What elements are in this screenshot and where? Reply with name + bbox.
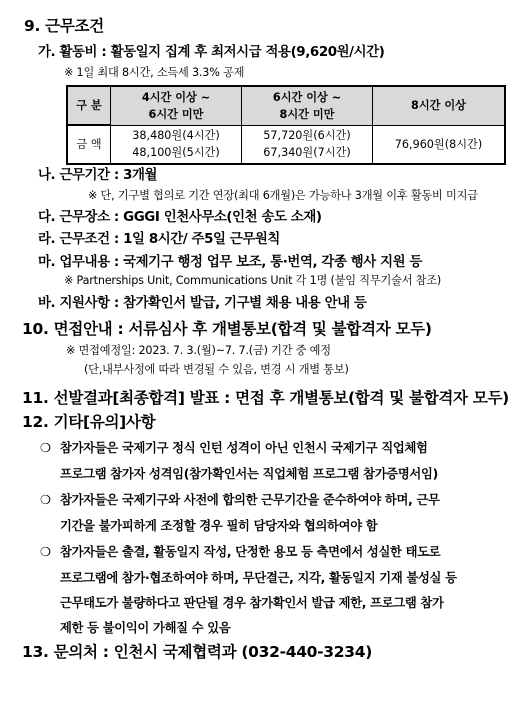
section-9-title: 9. 근무조건 (24, 17, 104, 35)
cell-col1-line1: 38,480원(4시간) (132, 129, 220, 143)
pay-table-header-label: 구 분 (67, 86, 111, 125)
pay-table-header-col2 (242, 86, 373, 125)
note-interview-change: (단,내부사정에 따라 변경될 수 있음, 변경 시 개별 통보) (84, 363, 349, 376)
section-10-title: 10. 면접안내 : 서류심사 후 개별통보(합격 및 불합격자 모두) (22, 320, 432, 338)
header-col2-line1: 6시간 이상 ~ (272, 90, 342, 104)
notice-1-line2: 프로그램 참가자 성격임(참가확인서는 직업체험 프로그램 참가증명서임) (60, 467, 438, 481)
section-11-title: 11. 선발결과[최종합격] 발표 : 면접 후 개별통보(합격 및 불합격자 모두) (22, 389, 509, 407)
item-ba-support: 바. 지원사항 : 참가확인서 발급, 기구별 채용 내용 안내 등 (38, 296, 367, 311)
notice-item-2 (40, 490, 440, 508)
notice-1-line1: 참가자들은 국제기구 정식 인턴 성격이 아닌 인천시 국제기구 직업체험 (60, 441, 428, 455)
notice-item-1 (40, 438, 428, 456)
notice-3-line1: 참가자들은 출결, 활동일지 작성, 단정한 용모 등 측면에서 성실한 태도로 (60, 545, 441, 559)
pay-table-cell-col1 (111, 125, 242, 164)
header-col1-line2: 6시간 미만 (148, 107, 204, 121)
section-12-title: 12. 기타[유의]사항 (22, 413, 156, 431)
bullet-icon: ❍ (40, 441, 51, 455)
notice-2-line1: 참가자들은 국제기구와 사전에 합의한 근무기간을 준수하여야 하며, 근무 (60, 493, 440, 507)
note-na: ※ 단, 기구별 협의로 기간 연장(최대 6개월)은 가능하나 3개월 이후 활동비 미지급 (88, 189, 478, 202)
header-col1-line1: 4시간 이상 ~ (141, 90, 211, 104)
pay-table-header-col1 (111, 86, 242, 125)
notice-3-line3: 근무태도가 불량하다고 판단될 경우 참가확인서 발급 제한, 프로그램 참가 (60, 596, 444, 610)
notice-2-line2: 기간을 불가피하게 조정할 경우 필히 담당자와 협의하여야 함 (60, 519, 378, 533)
cell-col2-line2: 67,340원(7시간) (263, 146, 351, 160)
item-na-period: 나. 근무기간 : 3개월 (38, 168, 158, 183)
pay-table-header-col3: 8시간 이상 (373, 86, 506, 125)
bullet-icon: ❍ (40, 545, 51, 559)
pay-table-row-label: 금 액 (67, 125, 111, 164)
item-ra-conditions: 라. 근무조건 : 1일 8시간/ 주5일 근무원칙 (38, 232, 280, 247)
pay-table-cell-col3: 76,960원(8시간) (373, 125, 506, 164)
item-da-location: 다. 근무장소 : GGGI 인천사무소(인천 송도 소재) (38, 210, 322, 225)
cell-col1-line2: 48,100원(5시간) (132, 146, 220, 160)
header-col2-line2: 8시간 미만 (279, 107, 335, 121)
notice-item-3 (40, 542, 440, 560)
pay-table-amount-row (67, 125, 505, 164)
pay-table-cell-col2 (242, 125, 373, 164)
pay-table-header-row (67, 86, 505, 125)
section-13-title: 13. 문의처 : 인천시 국제협력과 (032-440-3234) (22, 643, 373, 661)
bullet-icon: ❍ (40, 493, 51, 507)
note-ma: ※ Partnerships Unit, Communications Unit 각 1명 (붙임 직무기술서 참조) (64, 274, 442, 287)
notice-3-line2: 프로그램에 참가·협조하여야 하며, 무단결근, 지각, 활동일지 기재 불성실 등 (60, 571, 457, 585)
pay-table (66, 85, 506, 165)
note-ga: ※ 1일 최대 8시간, 소득세 3.3% 공제 (64, 66, 245, 79)
item-ga-activity-pay: 가. 활동비 : 활동일지 집계 후 최저시급 적용(9,620원/시간) (38, 45, 385, 60)
note-interview-date: ※ 면접예정일: 2023. 7. 3.(월)~7. 7.(금) 기간 중 예정 (66, 344, 331, 357)
notice-3-line4: 제한 등 불이익이 가해질 수 있음 (60, 621, 231, 635)
item-ma-duties: 마. 업무내용 : 국제기구 행정 업무 보조, 통·번역, 각종 행사 지원 등 (38, 255, 422, 270)
cell-col2-line1: 57,720원(6시간) (263, 129, 351, 143)
